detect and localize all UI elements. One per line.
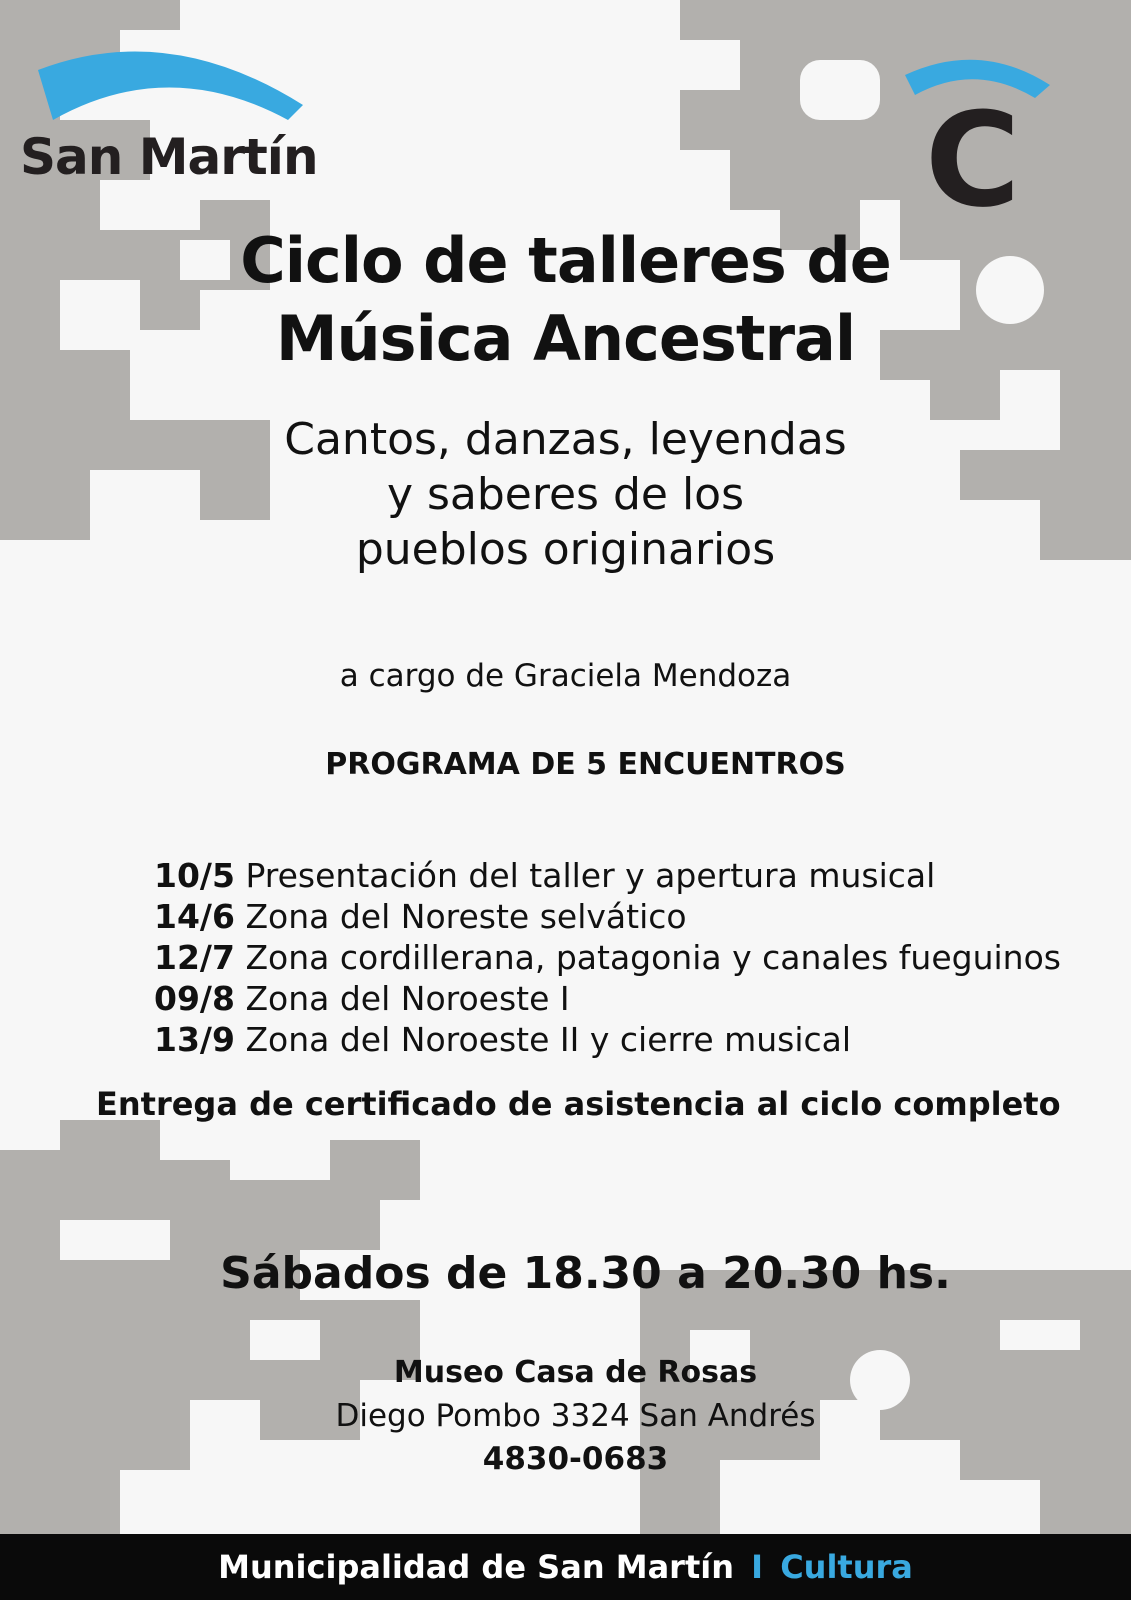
session-date: 10/5 [154,856,235,895]
session-date: 09/8 [154,979,235,1018]
title-line-2: Música Ancestral [275,302,856,375]
certificate-note: Entrega de certificado de asistencia al ciclo completo [96,1085,1061,1123]
list-item [154,937,1061,978]
session-topic: Zona cordillerana, patagonia y canales fueguinos [245,938,1061,977]
session-topic: Zona del Noroeste II y cierre musical [245,1020,852,1059]
title-line-1: Ciclo de talleres de [240,224,891,297]
footer-department: Cultura [780,1548,913,1586]
page-title [0,222,1131,378]
schedule: Sábados de 18.30 a 20.30 hs. [220,1248,951,1299]
list-item [154,978,1061,1019]
cultura-logo-mark [900,40,1080,220]
venue-phone: 4830-0683 [482,1441,669,1477]
instructor-credit: a cargo de Graciela Mendoza [339,658,792,694]
session-date: 13/9 [154,1020,235,1059]
san-martin-logo [18,40,338,200]
list-item [154,896,1061,937]
subtitle [0,412,1131,577]
list-item [154,855,1061,896]
venue-address: Diego Pombo 3324 San Andrés [335,1398,816,1434]
subtitle-line-2: y saberes de los [386,469,745,520]
session-list [154,855,1061,1060]
logo-name: San Martín [20,128,318,186]
footer-bar [0,1534,1131,1600]
list-item [154,1019,1061,1060]
footer-org: Municipalidad de San Martín [218,1548,734,1586]
subtitle-line-3: pueblos originarios [355,524,776,575]
session-topic: Zona del Noroeste I [245,979,570,1018]
session-topic: Presentación del taller y apertura musical [245,856,936,895]
session-date: 12/7 [154,938,235,977]
program-heading: PROGRAMA DE 5 ENCUENTROS [325,747,846,782]
venue-name: Museo Casa de Rosas [393,1355,758,1390]
footer-separator: I [751,1548,764,1586]
subtitle-line-1: Cantos, danzas, leyendas [284,414,847,465]
session-topic: Zona del Noreste selvático [245,897,687,936]
logo-mark-letter: C [925,84,1021,220]
cultura-arc-icon [900,40,1080,220]
session-date: 14/6 [154,897,235,936]
blue-arc-logo-mark [18,40,318,130]
